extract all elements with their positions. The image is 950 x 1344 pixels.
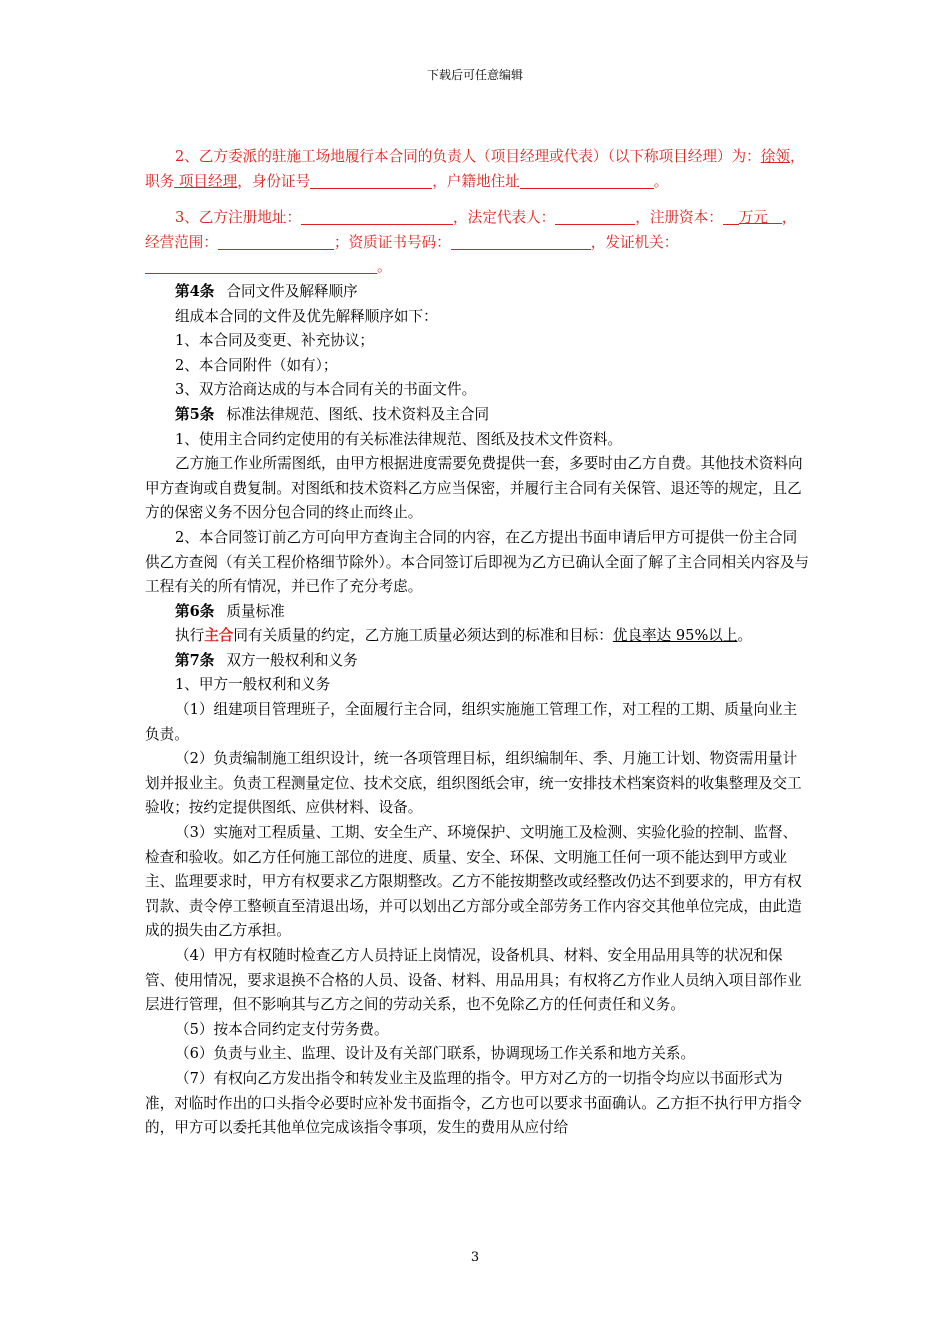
scope-blank bbox=[218, 231, 334, 250]
article-7-item: （6）负责与业主、监理、设计及有关部门联系，协调现场工作关系和地方关系。 bbox=[175, 1045, 696, 1063]
article-7-item: （2）负责编制施工组织设计，统一各项管理目标，组织编制年、季、月施工计划、物资需用量计划并报业主。负责工程测量定位、技术交底，组织图纸会审，统一安排技术档案资料的收集整理及交工验收；按约定提供图纸、应供材料、设备。 bbox=[145, 750, 802, 817]
article-5-para: 2、本合同签订前乙方可向甲方查询主合同的内容，在乙方提出书面申请后甲方可提供一份主合同供乙方查阅（有关工程价格细节除外）。本合同签订后即视为乙方已确认全面了解了主合同相关内容及与工程有关的所有情况，并已作了充分考虑。 bbox=[145, 528, 810, 596]
id-number-blank bbox=[310, 170, 432, 189]
article-7-item: （1）组建项目管理班子，全面履行主合同，组织实施施工管理工作，对工程的工期、质量向业主负责。 bbox=[145, 701, 798, 743]
article-6-heading: 第6条 质量标准 bbox=[175, 602, 285, 620]
clause-project-manager: 2、乙方委派的驻施工场地履行本合同的负责人（项目经理或代表）（以下称项目经理）为：徐领，职务 项目经理，身份证号 ，户籍地住址 。 bbox=[145, 148, 805, 190]
article-7-subheading: 1、甲方一般权利和义务 bbox=[175, 676, 331, 694]
reg-address-blank bbox=[301, 206, 453, 225]
article-5-para: 1、使用主合同约定使用的有关标准法律规范、图纸及技术文件资料。 bbox=[175, 430, 623, 448]
page-number: 3 bbox=[470, 1250, 480, 1265]
quality-target: 优良率达 95%以上 bbox=[612, 627, 738, 645]
article-4-line: 3、双方洽商达成的与本合同有关的书面文件。 bbox=[175, 381, 477, 399]
article-7-item: （5）按本合同约定支付劳务费。 bbox=[175, 1020, 389, 1038]
capital-value: 万元 bbox=[738, 209, 768, 227]
article-7-heading: 第7条 双方一般权利和义务 bbox=[175, 651, 358, 669]
page-header: 下载后可任意编辑 bbox=[426, 68, 523, 82]
manager-name: 徐领 bbox=[760, 148, 790, 165]
document-body bbox=[145, 145, 810, 1141]
highlight-text: 主合 bbox=[204, 627, 234, 645]
article-4-line: 1、本合同及变更、补充协议； bbox=[175, 332, 375, 350]
article-5-para: 乙方施工作业所需图纸，由甲方根据进度需要免费提供一套，多要时由乙方自费。其他技术资料向甲方查询或自费复制。对图纸和技术资料乙方应当保密，并履行主合同有关保管、退还等的规定，且乙方的保密义务不因分包合同的终止而终止。 bbox=[145, 455, 803, 522]
article-4-heading: 第4条 合同文件及解释顺序 bbox=[175, 282, 358, 300]
manager-title: 项目经理 bbox=[174, 172, 238, 190]
article-4-line: 2、本合同附件（如有）； bbox=[175, 356, 338, 374]
article-7-item: （4）甲方有权随时检查乙方人员持证上岗情况，设备机具、材料、安全用品用具等的状况和保管、使用情况，要求退换不合格的人员、设备、材料、用品用具；有权将乙方作业人员纳入项目部作业层进行管理，但不影响其与乙方之间的劳动关系，也不免除乙方的任何责任和义务。 bbox=[145, 947, 802, 1014]
clause-registration: 3、乙方注册地址： ，法定代表人： ，注册资本： 万元 ，经营范围： ；资质证书号码： ，发证机关：。 bbox=[145, 206, 810, 280]
article-7-item: （3）实施对工程质量、工期、安全生产、环境保护、文明施工及检测、实验化验的控制、监督、检查和验收。如乙方任何施工部位的进度、质量、安全、环保、文明施工任何一项不能达到甲方或业主、监理要求时，甲方有权要求乙方限期整改。乙方不能按期整改或经整改仍达不到要求的，甲方有权罚款、责令停工整顿直至清退出场，并可以划出乙方部分或全部劳务工作内容交其他单位完成，由此造成的损失由乙方承担。 bbox=[145, 824, 802, 940]
legal-rep-blank bbox=[555, 206, 635, 225]
issuer-blank bbox=[145, 255, 377, 274]
cert-number-blank bbox=[451, 231, 591, 250]
address-blank bbox=[520, 170, 654, 189]
article-6-para: 执行主合同有关质量的约定，乙方施工质量必须达到的标准和目标：优良率达 95%以上。 bbox=[175, 627, 753, 645]
article-5-heading: 第5条 标准法律规范、图纸、技术资料及主合同 bbox=[175, 405, 490, 423]
article-4-line: 组成本合同的文件及优先解释顺序如下： bbox=[175, 307, 438, 325]
article-7-item: （7）有权向乙方发出指令和转发业主及监理的指令。甲方对乙方的一切指令均应以书面形式为准，对临时作出的口头指令必要时应补发书面指令，乙方也可以要求书面确认。乙方拒不执行甲方指令的，甲方可以委托其他单位完成该指令事项，发生的费用从应付给 bbox=[145, 1069, 802, 1137]
